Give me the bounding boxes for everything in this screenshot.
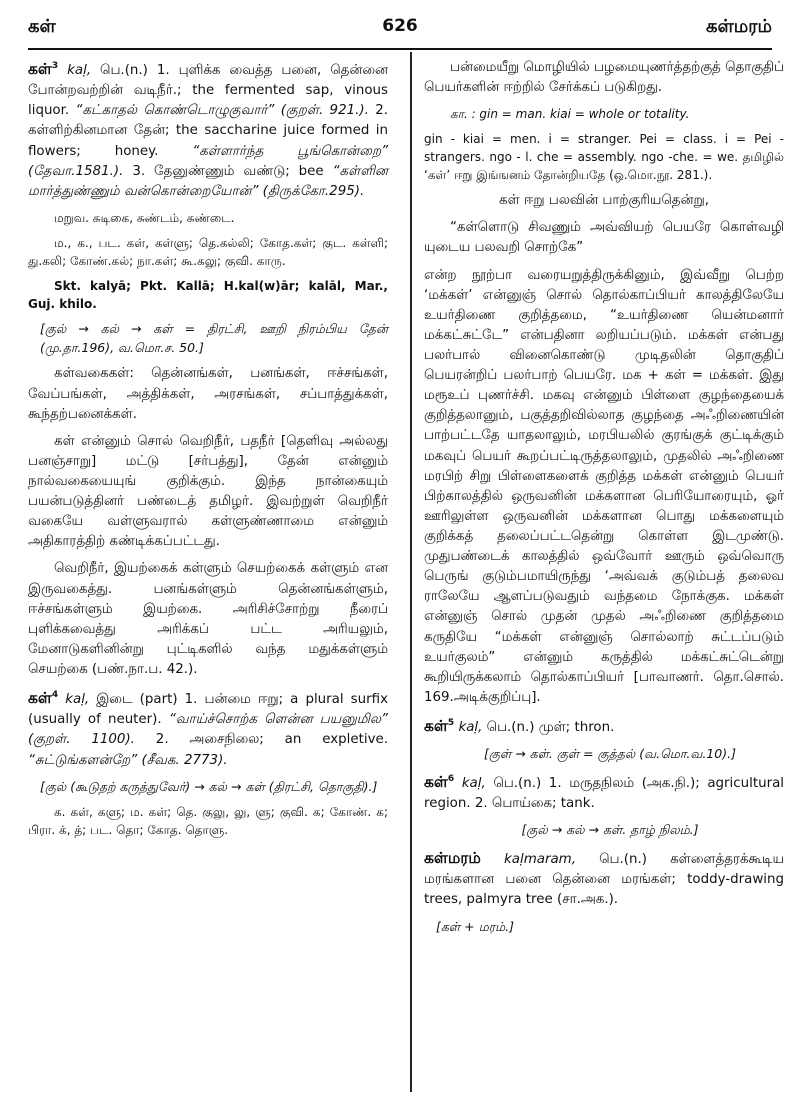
definition: 2. அசைநிலை; an expletive. xyxy=(155,732,388,748)
headword: கள்$^5$ xyxy=(424,716,455,735)
paragraph: பன்மையீறு மொழியில் பழமையுணர்த்தற்குத் தொகுதிப் பெயர்களின் ஈற்றில் சேர்க்கப் படுகிறது. xyxy=(424,60,784,96)
plural-intro: கள் ஈறு பலவின் பாற்குரியதென்று, xyxy=(499,193,709,209)
cognates: க. கள், களு; ம. கள்; தெ. குலு, லு, ளு; குவி. க; கோண். க; பிரா. க், த்; பட. தொ; கோத. தொளு. xyxy=(28,805,388,838)
synonyms: மறுவ. சுடிகை, சுண்டம், சுண்டை. xyxy=(54,210,235,225)
citation: “கட்காதல் கொண்டொழுகுவார்” (குறள். 921.). xyxy=(75,103,369,119)
definition: 2. கள்ளிற்கினமான தேன்; the saccharine juice formed in flowers; honey. xyxy=(28,103,388,159)
entry-kal-4 xyxy=(28,687,388,771)
etymology: [குல் → கல் → கள் = திரட்சி, ஊறி நிரம்பிய தேன் (மு.தா.196), வ.மொ.ச. 50.] xyxy=(40,320,388,355)
etymology: [குல் (கூடுதற் கருத்துவேர்) → கல் → கள் (திரட்சி, தொகுதி).] xyxy=(40,778,378,794)
transliteration: kaḷ, xyxy=(461,775,486,791)
running-head-left: கள் xyxy=(28,16,56,37)
verse-quote: “கள்ளொடு சிவணும் அவ்வியற் பெயரே கொள்வழி யுடைய பலவறி சொற்கே” xyxy=(424,220,784,256)
gloss-line: கா. : gin = man. kiai = whole or totality. xyxy=(450,107,690,122)
headword: கள்$^6$ xyxy=(424,772,455,791)
cognates-indo-aryan: Skt. kalyā; Pkt. Kallā; H.kal(w)ār; kalāl, Mar., Guj. khilo. xyxy=(28,278,388,311)
headword: கள்மரம் xyxy=(424,849,481,868)
cognates-dravidian: ம., க., பட. கள், கள்ளு; தெ.கல்லி; கோத.கள்; குட. கள்ளி; து.கலி; கோண்.கல்; நா.கள்; கூ.கலு; குவி. காரு. xyxy=(28,235,388,268)
definition: பெ.(n.) 1. மருதநிலம் (அக.நி.); agricultural region. 2. பொய்கை; tank. xyxy=(424,775,784,812)
entry-kalmaram xyxy=(424,847,784,910)
paragraph: கள் என்னும் சொல் வெறிநீர், பதநீர் [தெளிவு அல்லது பனஞ்சாறு] மட்டு [சர்பத்து], தேன் என்னும் நால்வகையையுங் குறிக்கும். இந்த நான்கையும் பயன்படுத்தினர் பண்டைத் தமிழர். இவற்றுள் வெறிநீர் வகையே வள்ளுவரால் கள்ளுண்ணாமை என்னும் அதிகாரத்திற் கண்டிக்கப்பட்டது. xyxy=(28,433,388,550)
citation: “கள்ளார்ந்த பூங்கொன்றை” (தேவா.1581.). xyxy=(28,143,389,179)
definition: 3. தேனுண்ணும் வண்டு; bee xyxy=(132,163,324,179)
citation: “சுட்டுங்களன்றே” (சீவக. 2773). xyxy=(28,752,228,768)
paragraph: வெறிநீர், இயற்கைக் கள்ளும் செயற்கைக் கள்ளும் என இருவகைத்து. பனங்கள்ளும் தென்னங்கள்ளும், ஈச்சங்கள்ளும் இயற்கை. அரிசிச்சோற்று நீரைப் புளிக்கவைத்து அரிக்கப் பட்ட அரியலும், மேனாடுகளினின்று புட்டிகளில் வந்த மதுக்கள்ளும் செயற்கை (பண்.நா.ப. 42.). xyxy=(28,561,388,677)
gloss-paragraph: gin - kiai = men. i = stranger. Pei = class. i = Pei - strangers. ngo - l. che = assembly. ngo -che. = we. தமிழில் ‘கள்’ ஈறு இங்ஙனம் தோன்றியதே (ஒ.மொ.நூ. 281.). xyxy=(424,132,784,183)
transliteration: kaḷ, xyxy=(65,692,90,708)
transliteration: kaḷ, xyxy=(67,63,92,78)
definition: பெ.(n.) முள்; thron. xyxy=(486,719,615,735)
column-divider xyxy=(410,52,412,1092)
entry-kal-3 xyxy=(28,58,388,202)
transliteration: kaḷ, xyxy=(458,719,483,735)
etymology: [குள் → கள். குள் = குத்தல் (வ.மொ.வ.10).] xyxy=(484,746,736,762)
citation: “கள்ளின மார்த்துண்ணும் வன்கொன்றையோன்” (திருக்கோ.295). xyxy=(28,163,388,199)
etymology: [கள் + மரம்.] xyxy=(436,918,514,934)
right-column xyxy=(424,58,784,943)
definition: பெ.(n.) 1. புளிக்க வைத்த பனை, தென்னை போன்றவற்றின் வடிநீர்.; the fermented sap, vinous liquor. xyxy=(28,63,388,119)
definition: பெ.(n.) கள்ளைத்தரக்கூடிய மரங்களான பனை தென்னை மரங்கள்; toddy-drawing trees, palmyra tree (சா.அக.). xyxy=(424,852,785,908)
transliteration: kaḷmaram, xyxy=(504,852,576,868)
page-number: 626 xyxy=(382,16,418,36)
headword: கள்$^4$ xyxy=(28,689,59,708)
page-header xyxy=(28,14,772,50)
headword: கள்$^3$ xyxy=(28,60,59,78)
running-head-right: கள்மரம் xyxy=(705,16,772,37)
toddy-varieties: கள்வகைகள்: தென்னங்கள், பனங்கள், ஈச்சங்கள், வேப்பங்கள், அத்திக்கள், அரசங்கள், சப்பாத்துக்கள், கூந்தற்பனைக்கள். xyxy=(28,366,388,422)
entry-kal-5 xyxy=(424,715,784,738)
entry-kal-6 xyxy=(424,771,784,814)
left-column xyxy=(28,58,388,846)
definition: இடை (part) 1. பன்மை ஈறு; a plural surfix (usually of neuter). xyxy=(28,692,388,728)
etymology: [குல் → கல் → கள். தாழ் நிலம்.] xyxy=(521,822,699,838)
citation: “வாய்ச்சொற்க ளென்ன பயனுமில” (குறள். 1100). xyxy=(28,712,388,748)
paragraph: என்ற நூற்பா வரையறுத்திருக்கினும், இவ்வீறு பெற்ற ‘மக்கள்’ என்னுஞ் சொல் தொல்காப்பியர் காலத்திலேயே உயர்திணை குறித்தமை, “உயர்திணை யென்மனார் மக்கட்சுட்டே” என்பதினா லறியப்படும். மக்கள் என்பது பலர்பால் வினைகொண்டு முடிதலின் தொகுதிப் பெயரன்றிப் பலர்பாற் பெயரே. மக + கள் = மக்கள். இது மரூஉப் புணர்ச்சி. மகவு என்னும் பிள்ளை குழந்தையைக் குறித்தலானும், பகுத்தறிவில்லாத குழந்தை அஃறிணையின் பாற்பட்டதே யாதலாலும், மரபியலில் குரங்குக் குட்டிக்கும் மகவுப் பெயர் கூறப்பட்டிருத்தலாலும், முதலில் அஃறிணை மரபிற் சிறு பிள்ளைகளைக் குறித்த மக்கள் என்னும் பெயர் பிற்காலத்தில் ஒருவனின் மக்களான பெரியோரையும், ஓர் ஊரிலுள்ள ஒருவனின் மக்களான பொது மக்களையும் குறிக்கத் தலைப்பட்டதென்று கொள்ள இடமுண்டு. முதுபண்டைக் காலத்தில் ஒவ்வோர் ஊரும் ஒவ்வொரு பெருங் குடும்பமாயிருந்து ‘அவ்வக் குடும்பத் தலைவ ராலேயே ஆளப்படுவதும் வந்தமை நோக்குக. மக்கள் என்னுஞ் சொல் முதன் முதல் அஃறிணை குறித்தமை கருதியே “மக்கள் என்னுஞ் சொல்லாற் சுட்டப்படும் உயர்குலம்” என்னும் கருத்தில் மக்கட்சுட்டென்று கூறியிருக்கலாம் தொல்காப்பியர் [பாவாணர். தொ.சொல். 169.அடிக்குறிப்பு]. xyxy=(424,267,784,705)
